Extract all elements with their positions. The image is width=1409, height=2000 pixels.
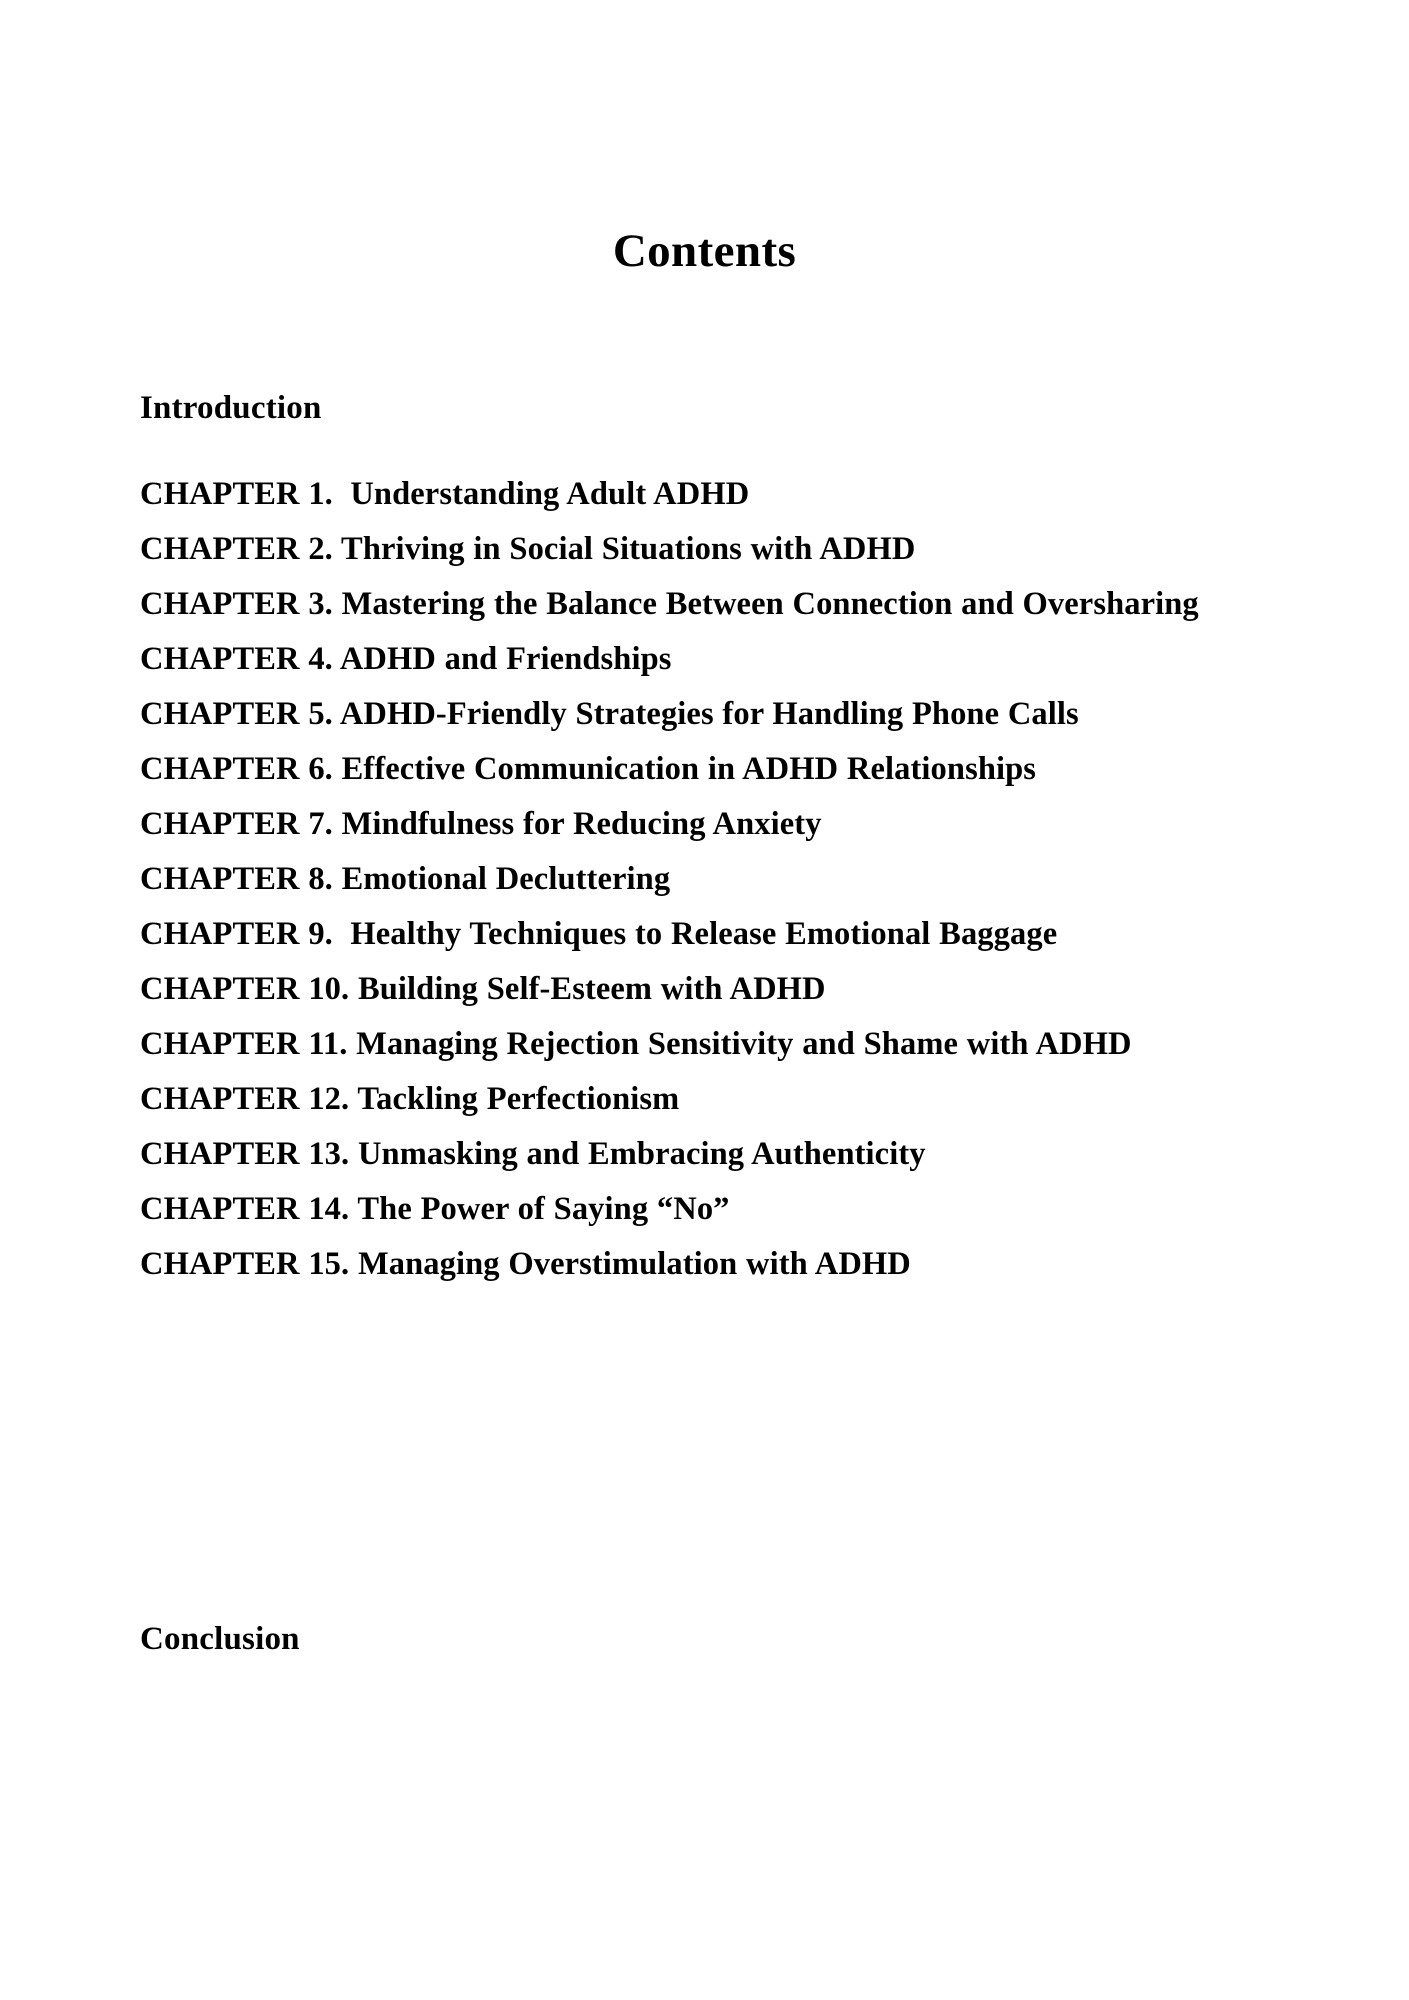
toc-entry[interactable]: CHAPTER 2. Thriving in Social Situations with ADHD	[140, 531, 916, 567]
conclusion-block	[140, 1623, 1250, 1656]
toc-entry[interactable]: CHAPTER 8. Emotional Decluttering	[140, 861, 671, 897]
toc-entry[interactable]: CHAPTER 7. Mindfulness for Reducing Anxiety	[140, 806, 822, 842]
toc-entry[interactable]: CHAPTER 10. Building Self-Esteem with ADHD	[140, 971, 826, 1007]
toc-entry[interactable]: CHAPTER 3. Mastering the Balance Between Connection and Oversharing	[140, 586, 1199, 622]
introduction-entry[interactable]: Introduction	[140, 390, 322, 426]
toc-entry[interactable]: CHAPTER 9. Healthy Techniques to Release Emotional Baggage	[140, 916, 1058, 952]
toc-entry[interactable]: CHAPTER 12. Tackling Perfectionism	[140, 1081, 680, 1117]
contents-body	[140, 392, 1250, 1292]
page-title: Contents	[612, 225, 797, 277]
toc-entry[interactable]: CHAPTER 1. Understanding Adult ADHD	[140, 476, 750, 512]
toc-list	[140, 467, 1250, 1292]
toc-entry[interactable]: CHAPTER 6. Effective Communication in ADHD Relationships	[140, 751, 1037, 787]
conclusion-entry[interactable]: Conclusion	[140, 1621, 300, 1657]
toc-entry[interactable]: CHAPTER 11. Managing Rejection Sensitivity and Shame with ADHD	[140, 1026, 1132, 1062]
spacer-after-introduction	[140, 425, 1250, 467]
toc-entry[interactable]: CHAPTER 13. Unmasking and Embracing Authenticity	[140, 1136, 926, 1172]
toc-entry[interactable]: CHAPTER 14. The Power of Saying “No”	[140, 1191, 730, 1227]
toc-entry[interactable]: CHAPTER 4. ADHD and Friendships	[140, 641, 672, 677]
toc-entry[interactable]: CHAPTER 5. ADHD-Friendly Strategies for Handling Phone Calls	[140, 696, 1079, 732]
toc-entry[interactable]: CHAPTER 15. Managing Overstimulation with ADHD	[140, 1246, 911, 1282]
